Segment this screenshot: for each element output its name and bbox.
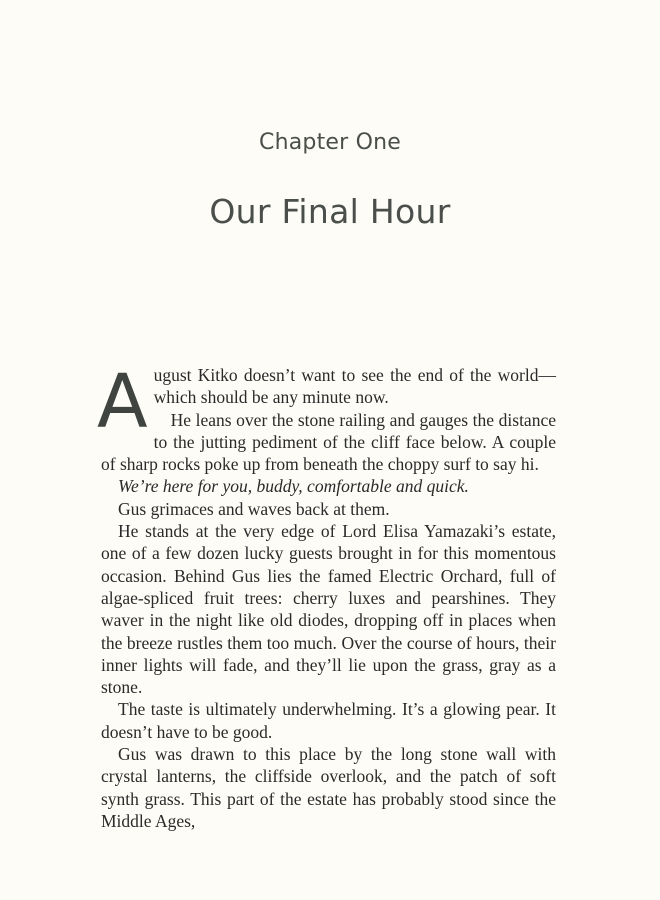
paragraph-4: Gus grimaces and waves back at them. bbox=[118, 498, 390, 519]
chapter-label: Chapter One bbox=[259, 130, 401, 155]
paragraph-2: He leans over the stone railing and gauges the distance to the jutting pediment of the cliff face below. A couple of sharp rocks poke up from beneath the choppy surf to say hi. bbox=[101, 409, 556, 475]
chapter-title: Our Final Hour bbox=[209, 192, 451, 231]
paragraph-7: Gus was drawn to this place by the long stone wall with crystal lanterns, the cliffside overlook, and the patch of soft synth grass. This part of the estate has probably stood since the Middle Ages, bbox=[101, 744, 556, 831]
paragraph-5: He stands at the very edge of Lord Elisa Yamazaki’s estate, one of a few dozen lucky guests brought in for this momentous occasion. Behind Gus lies the famed Electric Orchard, full of algae-spliced fruit trees: cherry luxes and pearshines. They waver in the night like old diodes, dropping off in places when the breeze rustles them too much. Over the course of hours, their inner lights will fade, and they’ll lie upon the grass, gray as a stone. bbox=[101, 521, 556, 698]
paragraph-3-italic: We’re here for you, buddy, comfortable and quick. bbox=[118, 476, 469, 497]
paragraph-1-text: ugust Kitko doesn’t want to see the end of the world—which should be any minute now. bbox=[153, 365, 556, 408]
body-text bbox=[97, 359, 556, 832]
drop-cap: A bbox=[97, 359, 148, 445]
paragraph-6: The taste is ultimately underwhelming. It’s a glowing pear. It doesn’t have to be good. bbox=[101, 699, 556, 742]
